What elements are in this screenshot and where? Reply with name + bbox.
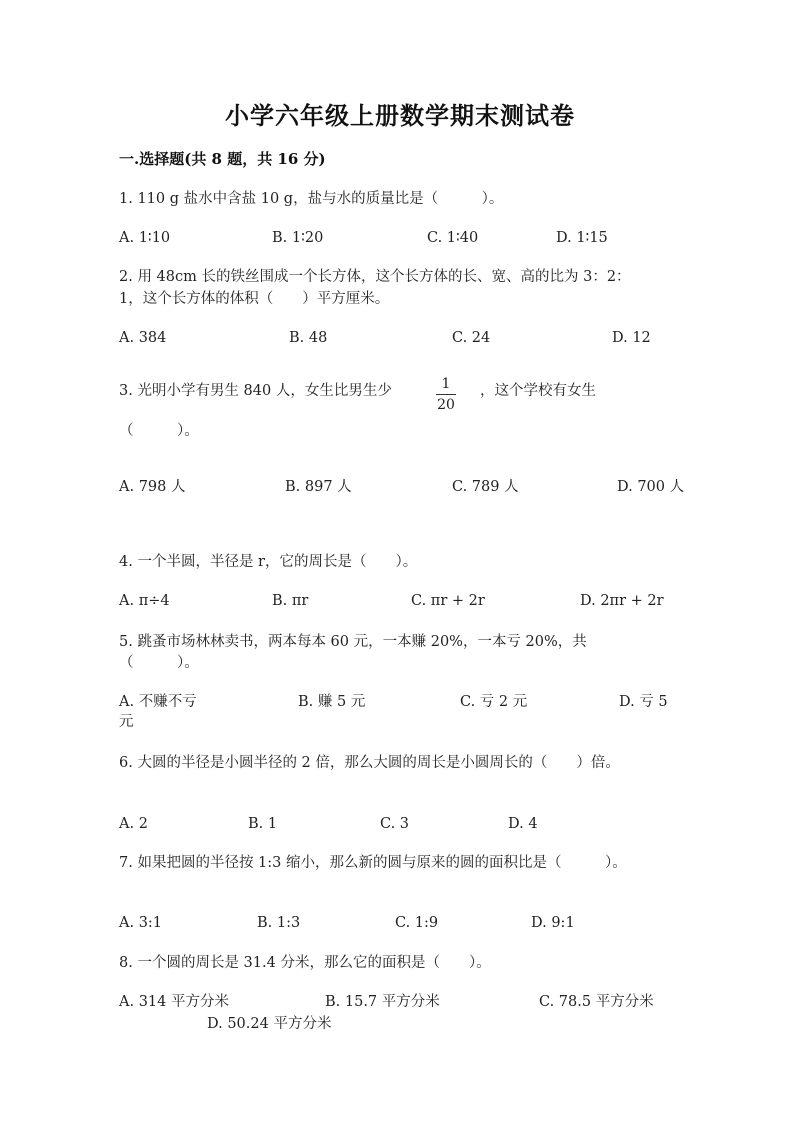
q7-option-d[interactable]: D. 9:1: [531, 915, 575, 931]
q4-option-b[interactable]: B. πr: [272, 593, 309, 609]
question-8-text: 8. 一个圆的周长是 31.4 分米，那么它的面积是（ ）。: [119, 955, 491, 971]
q3-option-a[interactable]: A. 798 人: [119, 479, 186, 495]
q5-option-c[interactable]: C. 亏 2 元: [460, 694, 528, 710]
fraction-numerator: 1: [441, 376, 451, 392]
q3-option-d[interactable]: D. 700 人: [617, 479, 685, 495]
question-2-text-cont: 1，这个长方体的体积（ ）平方厘米。: [119, 291, 390, 307]
q6-option-c[interactable]: C. 3: [380, 816, 410, 832]
q8-option-d[interactable]: D. 50.24 平方分米: [207, 1016, 332, 1032]
question-4-text: 4. 一个半圆，半径是 r，它的周长是（ ）。: [119, 554, 418, 570]
question-7-text: 7. 如果把圆的半径按 1:3 缩小，那么新的圆与原来的圆的面积比是（ ）。: [119, 855, 627, 871]
fraction-bar: [436, 394, 456, 395]
question-3-text: 3. 光明小学有男生 840 人，女生比男生少: [119, 383, 392, 399]
q4-option-d[interactable]: D. 2πr + 2r: [580, 593, 664, 609]
q1-option-d[interactable]: D. 1∶15: [556, 230, 608, 246]
q8-option-b[interactable]: B. 15.7 平方分米: [325, 994, 440, 1010]
q7-option-c[interactable]: C. 1:9: [395, 915, 439, 931]
q2-option-c[interactable]: C. 24: [452, 330, 491, 346]
q8-option-c[interactable]: C. 78.5 平方分米: [539, 994, 654, 1010]
q1-option-b[interactable]: B. 1∶20: [272, 230, 324, 246]
question-1-text: 1. 110 g 盐水中含盐 10 g，盐与水的质量比是（ ）。: [119, 191, 504, 207]
q6-option-d[interactable]: D. 4: [508, 816, 538, 832]
q4-option-a[interactable]: A. π÷4: [119, 593, 170, 609]
q2-option-a[interactable]: A. 384: [119, 330, 167, 346]
question-5-text-cont: （ ）。: [119, 655, 199, 671]
fraction: [435, 376, 457, 413]
q3-option-c[interactable]: C. 789 人: [452, 479, 519, 495]
question-3-text-after: ，这个学校有女生: [480, 383, 596, 399]
question-3-text-cont: （ ）。: [119, 423, 199, 439]
question-5-text: 5. 跳蚤市场林林卖书，两本每本 60 元，一本赚 20%，一本亏 20%，共: [119, 634, 587, 650]
q7-option-b[interactable]: B. 1:3: [257, 915, 301, 931]
fraction-denominator: 20: [437, 397, 455, 413]
question-6-text: 6. 大圆的半径是小圆半径的 2 倍，那么大圆的周长是小圆周长的（ ）倍。: [119, 755, 620, 771]
q5-option-a[interactable]: A. 不赚不亏: [119, 694, 197, 710]
q8-option-a[interactable]: A. 314 平方分米: [119, 994, 229, 1010]
q5-option-d[interactable]: D. 亏 5: [619, 694, 668, 710]
q5-option-d-cont: 元: [119, 714, 134, 730]
question-2-text: 2. 用 48cm 长的铁丝围成一个长方体，这个长方体的长、宽、高的比为 3：2：: [119, 269, 631, 285]
q5-option-b[interactable]: B. 赚 5 元: [298, 694, 366, 710]
page-title: 小学六年级上册数学期末测试卷: [225, 101, 575, 130]
q6-option-a[interactable]: A. 2: [119, 816, 148, 832]
q2-option-b[interactable]: B. 48: [289, 330, 328, 346]
q7-option-a[interactable]: A. 3:1: [119, 915, 163, 931]
q2-option-d[interactable]: D. 12: [612, 330, 651, 346]
section-heading: 一.选择题(共 8 题，共 16 分): [119, 150, 326, 168]
q1-option-a[interactable]: A. 1∶10: [119, 230, 171, 246]
q1-option-c[interactable]: C. 1∶40: [427, 230, 479, 246]
q6-option-b[interactable]: B. 1: [248, 816, 278, 832]
q4-option-c[interactable]: C. πr + 2r: [411, 593, 485, 609]
q3-option-b[interactable]: B. 897 人: [285, 479, 352, 495]
